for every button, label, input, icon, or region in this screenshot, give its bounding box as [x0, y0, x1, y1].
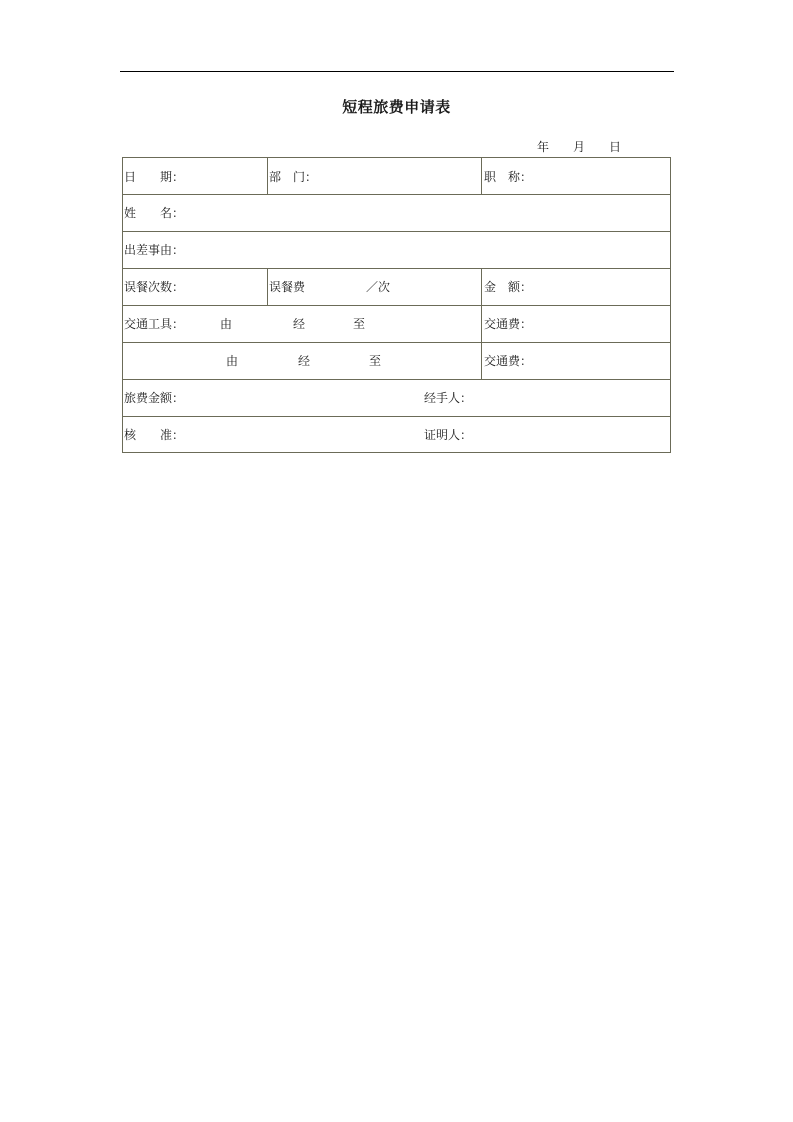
row-divider: [123, 342, 670, 343]
handler-label: 经手人：: [424, 391, 473, 405]
route-via-label: 经: [298, 354, 311, 368]
row-divider: [123, 194, 670, 195]
meal-count-label: 误餐次数：: [124, 280, 185, 294]
application-form-table: [122, 157, 671, 453]
witness-label: 证明人：: [424, 428, 473, 442]
row-divider: [123, 231, 670, 232]
meal-fee-label: 误餐费: [269, 280, 306, 294]
row-divider: [123, 379, 670, 380]
per-time-label: ／次: [366, 280, 391, 294]
name-field-label: 姓 名：: [124, 206, 185, 220]
column-divider: [481, 268, 482, 379]
form-title: 短程旅费申请表: [342, 98, 451, 116]
route-via-label: 经: [293, 317, 306, 331]
approval-label: 核 准：: [124, 428, 185, 442]
column-divider: [267, 268, 268, 305]
route-to-label: 至: [369, 354, 382, 368]
row-divider: [123, 268, 670, 269]
route-to-label: 至: [353, 317, 366, 331]
travel-total-label: 旅费金额：: [124, 391, 185, 405]
trip-reason-label: 出差事由：: [124, 243, 185, 257]
department-field-label: 部 门：: [269, 170, 318, 184]
header-rule: [120, 71, 674, 72]
column-divider: [481, 158, 482, 194]
row-divider: [123, 305, 670, 306]
position-field-label: 职 称：: [484, 170, 533, 184]
column-divider: [267, 158, 268, 194]
route-from-label: 由: [226, 354, 239, 368]
row-divider: [123, 416, 670, 417]
date-field-label: 日 期：: [124, 170, 185, 184]
transport-label: 交通工具：: [124, 317, 185, 331]
date-day: 日: [609, 140, 622, 154]
transport-fee-label: 交通费：: [484, 354, 533, 368]
date-year: 年: [537, 140, 550, 154]
amount-label: 金 额：: [484, 280, 533, 294]
route-from-label: 由: [220, 317, 233, 331]
transport-fee-label: 交通费：: [484, 317, 533, 331]
date-month: 月: [573, 140, 586, 154]
